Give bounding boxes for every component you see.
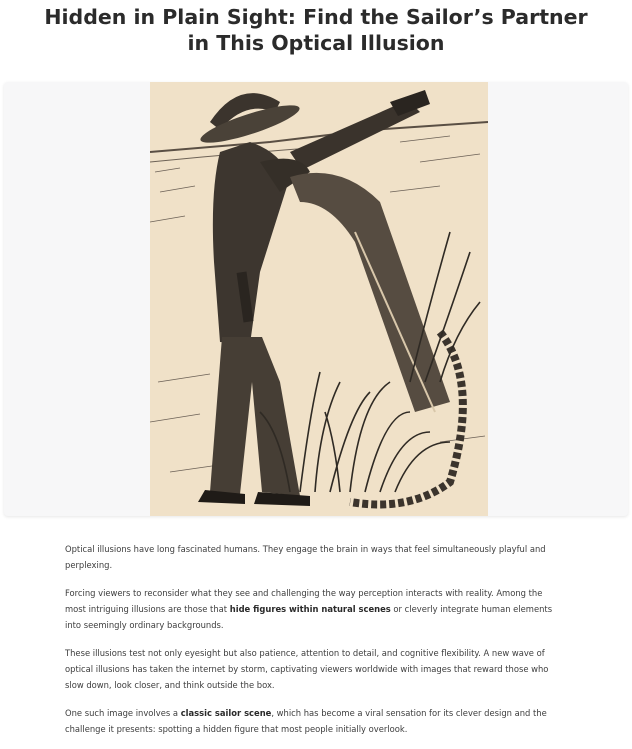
paragraph-text: , which has become a viral sensation for its clever design and the challenge it presents: spotting a hidden figure that most people initially overlook. bbox=[65, 708, 547, 734]
paragraph-text: Forcing viewers to reconsider what they see and challenging the way perception interacts with reality. Among the most intriguing illusions are those that bbox=[65, 588, 543, 614]
paragraph-text: These illusions test not only eyesight but also patience, attention to detail, and cognitive flexibility. A new wave of optical illusions has taken the internet by storm, captivating viewers worldwide with images that reward those who slow down, look closer, and think outside the box. bbox=[65, 648, 549, 690]
bold-phrase: hide figures within natural scenes bbox=[229, 604, 391, 614]
paragraph bbox=[65, 705, 565, 737]
paragraph bbox=[65, 541, 565, 573]
article-title: Hidden in Plain Sight: Find the Sailor’s Partner in This Optical Illusion bbox=[44, 5, 588, 55]
article-body bbox=[65, 541, 565, 749]
paragraph-text: Optical illusions have long fascinated humans. They engage the brain in ways that feel simultaneously playful and perplexing. bbox=[65, 544, 546, 570]
paragraph-text: or cleverly integrate human elements into seemingly ordinary backgrounds. bbox=[65, 604, 553, 630]
paragraph-text: One such image involves a bbox=[65, 708, 181, 718]
sailor-illusion-image bbox=[150, 82, 488, 516]
paragraph bbox=[65, 585, 565, 633]
figure-card bbox=[4, 82, 628, 516]
bold-phrase: classic sailor scene bbox=[180, 708, 272, 718]
paragraph bbox=[65, 645, 565, 693]
